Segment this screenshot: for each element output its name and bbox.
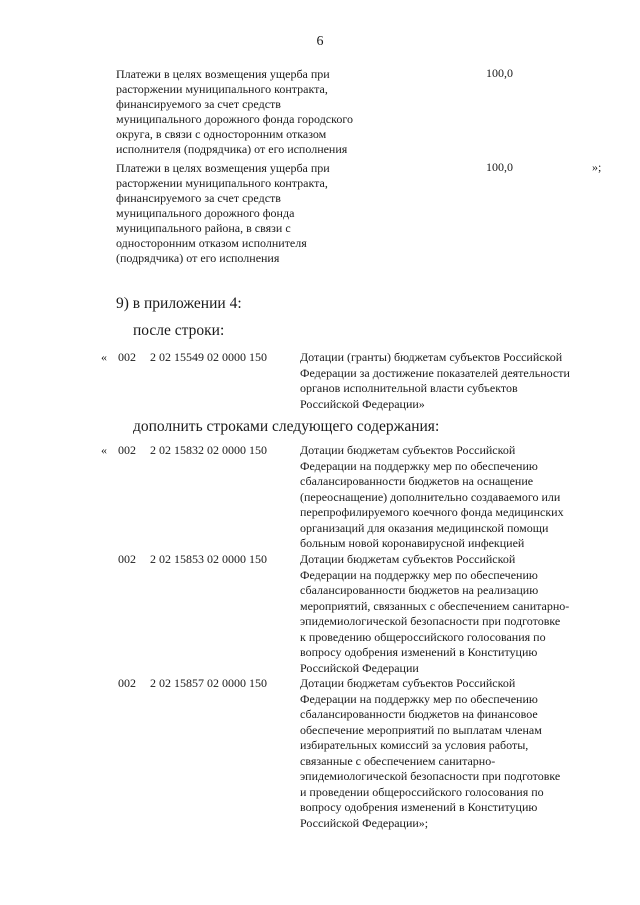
text-line: к проведению общероссийского голосования по [300, 629, 546, 644]
text-line: избирательных комиссий за условия работы, [300, 738, 529, 752]
text-line: расторжении муниципального контракта, [116, 176, 328, 190]
payment-item-description [116, 67, 378, 157]
text-line: органов исполнительной власти субъектов [300, 381, 518, 395]
budget-classification-code: 2 02 15853 02 0000 150 [150, 552, 267, 566]
revenue-name [300, 676, 600, 831]
text-line: вопросу одобрения изменений в Конституцию [300, 800, 538, 814]
text-line: Дотации бюджетам субъектов Российской [300, 552, 516, 566]
text-line: эпидемиологической безопасности при подготовке [300, 614, 561, 628]
text-line: мероприятий, связанных с обеспечением санитарно- [300, 598, 570, 613]
page-number: 6 [316, 34, 324, 49]
admin-code: 002 [118, 676, 136, 690]
text-line: Платежи в целях возмещения ущерба при [116, 67, 330, 81]
text-line: связанные с обеспечением санитарно- [300, 753, 496, 768]
text-line: финансируемого за счет средств [116, 191, 281, 205]
text-line: муниципального района, в связи с [116, 221, 291, 235]
text-line: расторжении муниципального контракта, [116, 82, 328, 96]
text-line: Российской Федерации [300, 660, 419, 675]
text-line: (переоснащение) дополнительно создаваемого или [300, 489, 561, 504]
budget-classification-code: 2 02 15832 02 0000 150 [150, 443, 267, 457]
text-line: организаций для оказания медицинской помощи [300, 520, 549, 535]
section-heading: 9) в приложении 4: [116, 295, 242, 312]
text-line: Российской Федерации»; [300, 815, 429, 830]
admin-code: 002 [118, 552, 136, 566]
text-line: эпидемиологической безопасности при подготовке [300, 769, 561, 783]
text-line: Дотации (гранты) бюджетам субъектов Российской [300, 350, 563, 364]
text-line: Российской Федерации» [300, 396, 425, 411]
admin-code: 002 [118, 350, 136, 364]
text-line: Федерации на поддержку мер по обеспечению [300, 458, 538, 473]
text-line: муниципального дорожного фонда городского [116, 112, 353, 126]
text-line: Федерации на поддержку мер по обеспечению [300, 691, 538, 706]
text-line: сбалансированности бюджетов на оснащение [300, 474, 534, 488]
text-line: больным новой коронавирусной инфекцией [300, 536, 525, 550]
revenue-name [300, 350, 600, 412]
revenue-name [300, 552, 600, 676]
text-line: односторонним отказом исполнителя [116, 236, 307, 250]
text-line: обеспечение мероприятий по выплатам членам [300, 722, 542, 737]
admin-code: 002 [118, 443, 136, 457]
after-row-label: после строки: [133, 322, 225, 339]
closing-quote: »; [592, 160, 602, 174]
text-line: перепрофилируемого коечного фонда медицинских [300, 505, 564, 519]
text-line: округа, в связи с односторонним отказом [116, 127, 327, 141]
payment-amount: 100,0 [486, 66, 513, 80]
text-line: Платежи в целях возмещения ущерба при [116, 161, 330, 175]
text-line: и проведении общероссийского голосования по [300, 784, 544, 799]
text-line: сбалансированности бюджетов на реализацию [300, 583, 539, 597]
text-line: исполнителя (подрядчика) от его исполнения [116, 142, 348, 156]
text-line: Дотации бюджетам субъектов Российской [300, 443, 516, 457]
budget-classification-code: 2 02 15549 02 0000 150 [150, 350, 267, 364]
text-line: сбалансированности бюджетов на финансовое [300, 707, 538, 721]
text-line: Федерации за достижение показателей деятельности [300, 365, 570, 380]
text-line: Федерации на поддержку мер по обеспечению [300, 567, 538, 582]
opening-quote: « [101, 443, 107, 457]
text-line: финансируемого за счет средств [116, 97, 281, 111]
payment-amount: 100,0 [486, 160, 513, 174]
text-line: муниципального дорожного фонда [116, 206, 295, 220]
payment-item-description [116, 161, 378, 266]
add-rows-label: дополнить строками следующего содержания: [133, 418, 440, 435]
revenue-name [300, 443, 600, 552]
text-line: (подрядчика) от его исполнения [116, 251, 280, 265]
budget-classification-code: 2 02 15857 02 0000 150 [150, 676, 267, 690]
opening-quote: « [101, 350, 107, 364]
text-line: вопросу одобрения изменений в Конституцию [300, 645, 538, 659]
text-line: Дотации бюджетам субъектов Российской [300, 676, 516, 690]
